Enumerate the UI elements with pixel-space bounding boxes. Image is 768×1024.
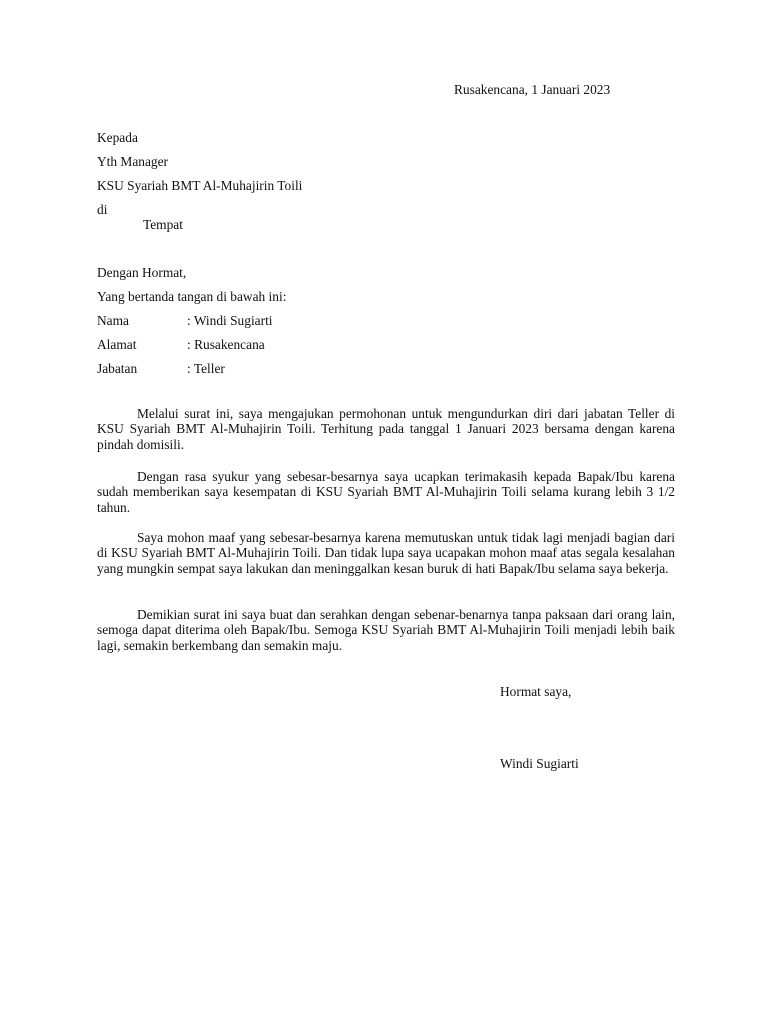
closing: Hormat saya, xyxy=(500,684,572,699)
field-value-jabatan: : Teller xyxy=(187,361,225,376)
recipient-place: Tempat xyxy=(143,217,183,232)
field-label-nama: Nama xyxy=(97,313,129,328)
field-label-jabatan: Jabatan xyxy=(97,361,138,376)
recipient-to: Kepada xyxy=(97,130,138,145)
signature-name: Windi Sugiarti xyxy=(500,756,579,771)
body-paragraph-2: Dengan rasa syukur yang sebesar-besarnya saya ucapkan terimakasih kepada Bapak/Ibu karena sudah memberikan saya kesempatan di KSU Syariah BMT Al-Muhajirin Toili selama kurang lebih 3 1/2 tahun. xyxy=(97,469,675,515)
intro-line: Yang bertanda tangan di bawah ini: xyxy=(97,289,287,304)
recipient-at: di xyxy=(97,202,108,217)
body-paragraph-4: Demikian surat ini saya buat dan serahkan dengan sebenar-benarnya tanpa paksaan dari orang lain, semoga dapat diterima oleh Bapak/Ibu. Semoga KSU Syariah BMT Al-Muhajirin Toili menjadi lebih baik lagi, semakin berkembang dan semakin maju. xyxy=(97,607,675,653)
body-paragraph-1: Melalui surat ini, saya mengajukan permohonan untuk mengundurkan diri dari jabatan Teller di KSU Syariah BMT Al-Muhajirin Toili. Terhitung pada tanggal 1 Januari 2023 bersama dengan karena pindah domisili. xyxy=(97,406,675,452)
greeting: Dengan Hormat, xyxy=(97,265,187,280)
body-paragraph-3: Saya mohon maaf yang sebesar-besarnya karena memutuskan untuk tidak lagi menjadi bagian dari di KSU Syariah BMT Al-Muhajirin Toili. Dan tidak lupa saya ucapakan mohon maaf atas segala kesalahan yang mungkin sempat saya lakukan dan meninggalkan kesan buruk di hati Bapak/Ibu selama saya bekerja. xyxy=(97,530,675,576)
place-date: Rusakencana, 1 Januari 2023 xyxy=(454,82,611,97)
field-label-alamat: Alamat xyxy=(97,337,137,352)
recipient-institution: KSU Syariah BMT Al-Muhajirin Toili xyxy=(97,178,303,193)
recipient-title: Yth Manager xyxy=(97,154,169,169)
field-value-nama: : Windi Sugiarti xyxy=(187,313,273,328)
field-value-alamat: : Rusakencana xyxy=(187,337,265,352)
